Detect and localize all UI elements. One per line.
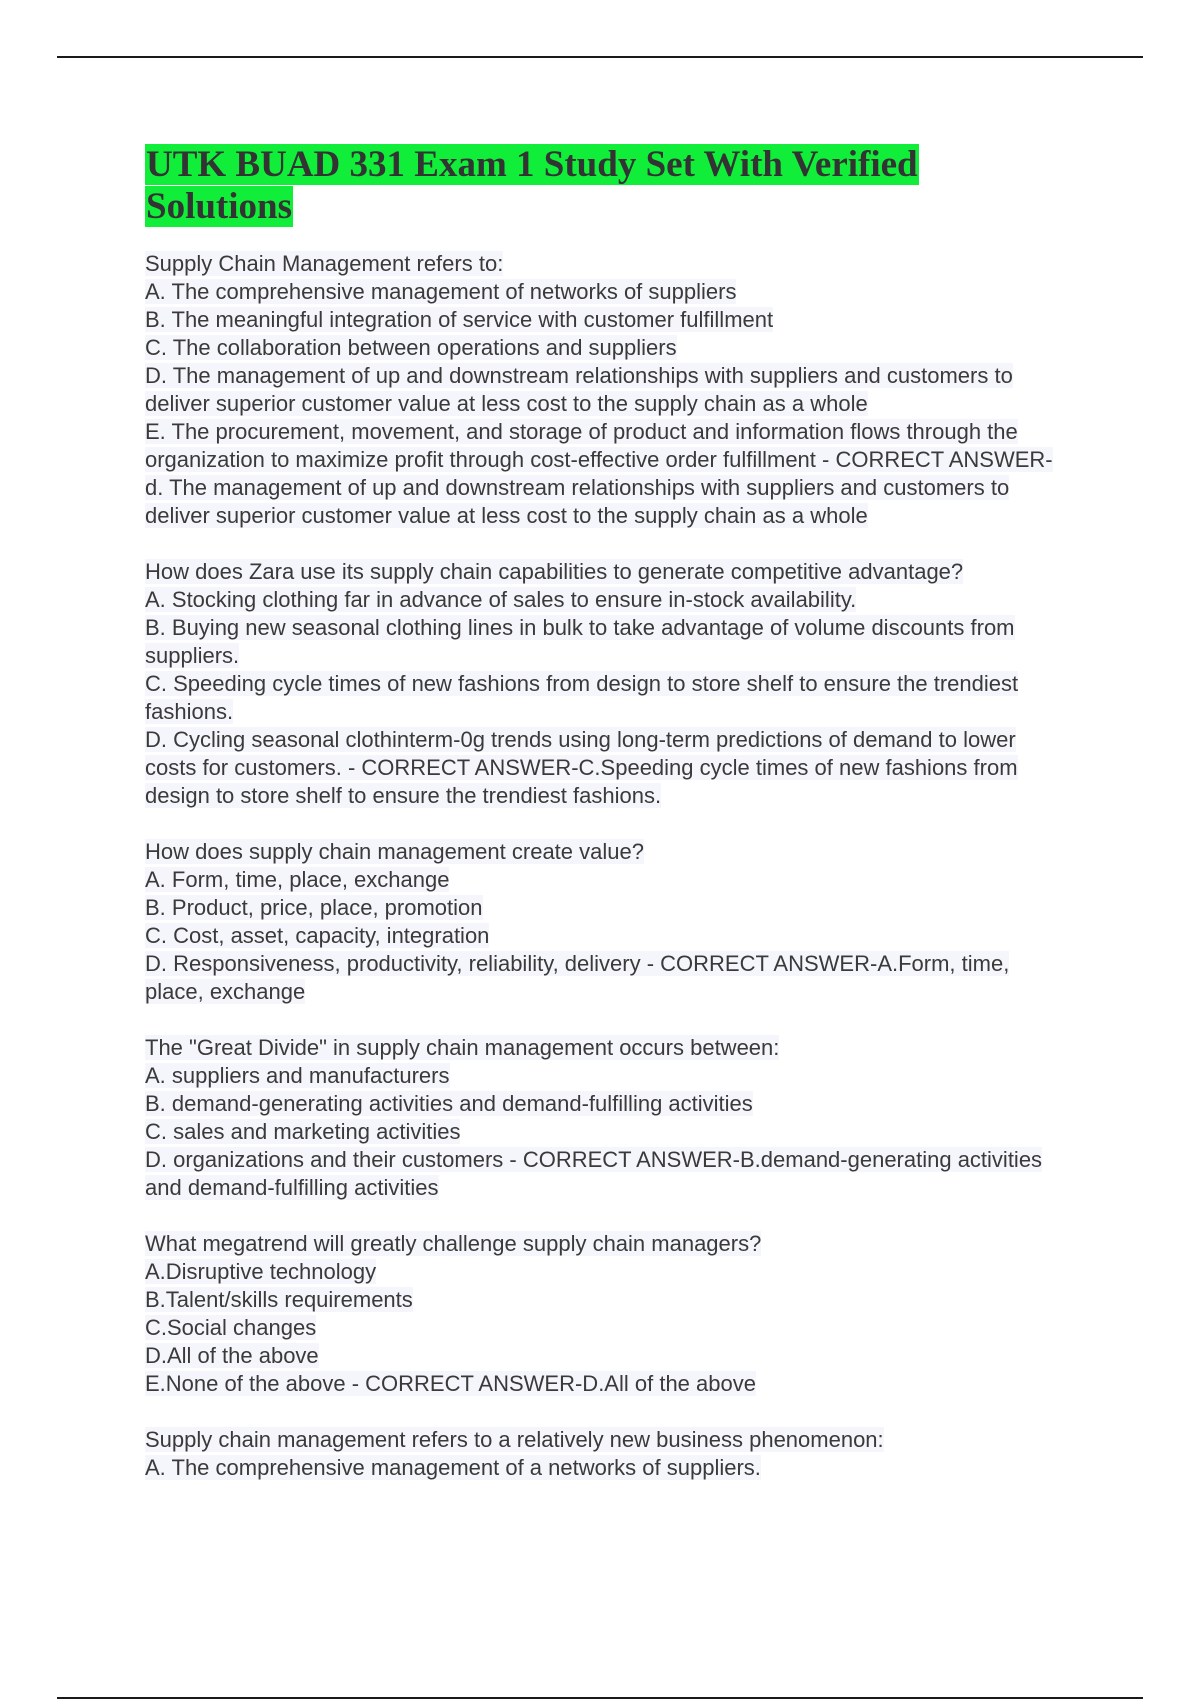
answer-option-with-correct-answer: D. Cycling seasonal clothinterm-0g trends using long-term predictions of demand to lower costs for customers. - CORRECT ANSWER-C.Speeding cycle times of new fashions from design to store shelf to ensure the trendiest fashions. [145,727,1018,808]
answer-option: A. The comprehensive management of a networks of suppliers. [145,1455,761,1480]
document-body [145,144,1065,1510]
question-text: The "Great Divide" in supply chain management occurs between: [145,1035,780,1060]
answer-option: D.All of the above [145,1343,319,1368]
question-text: Supply Chain Management refers to: [145,251,504,276]
question-block [145,250,1065,530]
footer-rule [57,1697,1143,1699]
answer-option: A. Stocking clothing far in advance of sales to ensure in-stock availability. [145,587,857,612]
answer-option: A.Disruptive technology [145,1259,377,1284]
answer-option: B.Talent/skills requirements [145,1287,413,1312]
answer-option: A. Form, time, place, exchange [145,867,450,892]
header-rule [57,56,1143,58]
answer-option: C. sales and marketing activities [145,1119,461,1144]
answer-option: B. Product, price, place, promotion [145,895,483,920]
document-title-text: UTK BUAD 331 Exam 1 Study Set With Verified Solutions [146,144,918,227]
answer-option: B. The meaningful integration of service with customer fulfillment [145,307,774,332]
answer-option: C. Speeding cycle times of new fashions from design to store shelf to ensure the trendiest fashions. [145,671,1019,724]
answer-option: C. The collaboration between operations and suppliers [145,335,677,360]
question-text: How does supply chain management create value? [145,839,644,864]
question-block [145,1426,1065,1482]
answer-option: A. suppliers and manufacturers [145,1063,450,1088]
question-text: What megatrend will greatly challenge supply chain managers? [145,1231,762,1256]
answer-option: C.Social changes [145,1315,317,1340]
answer-option: B. Buying new seasonal clothing lines in bulk to take advantage of volume discounts from suppliers. [145,615,1015,668]
question-block [145,558,1065,810]
question-block [145,838,1065,1006]
question-block [145,1034,1065,1202]
answer-option: C. Cost, asset, capacity, integration [145,923,490,948]
question-text: Supply chain management refers to a relatively new business phenomenon: [145,1427,884,1452]
question-text: How does Zara use its supply chain capabilities to generate competitive advantage? [145,559,964,584]
answer-option: A. The comprehensive management of networks of suppliers [145,279,737,304]
document-title [145,144,1065,228]
answer-option-with-correct-answer: E. The procurement, movement, and storage of product and information flows through the organization to maximize profit through cost-effective order fulfillment - CORRECT ANSWER-d. The management of up and downstream relationships with suppliers and customers to deliver superior customer value at less cost to the supply chain as a whole [145,419,1053,528]
answer-option-with-correct-answer: D. organizations and their customers - CORRECT ANSWER-B.demand-generating activities and demand-fulfilling activities [145,1147,1043,1200]
answer-option: B. demand-generating activities and demand-fulfilling activities [145,1091,753,1116]
answer-option: D. The management of up and downstream relationships with suppliers and customers to deliver superior customer value at less cost to the supply chain as a whole [145,363,1013,416]
question-block [145,1230,1065,1398]
answer-option-with-correct-answer: E.None of the above - CORRECT ANSWER-D.All of the above [145,1371,756,1396]
answer-option-with-correct-answer: D. Responsiveness, productivity, reliability, delivery - CORRECT ANSWER-A.Form, time, place, exchange [145,951,1010,1004]
